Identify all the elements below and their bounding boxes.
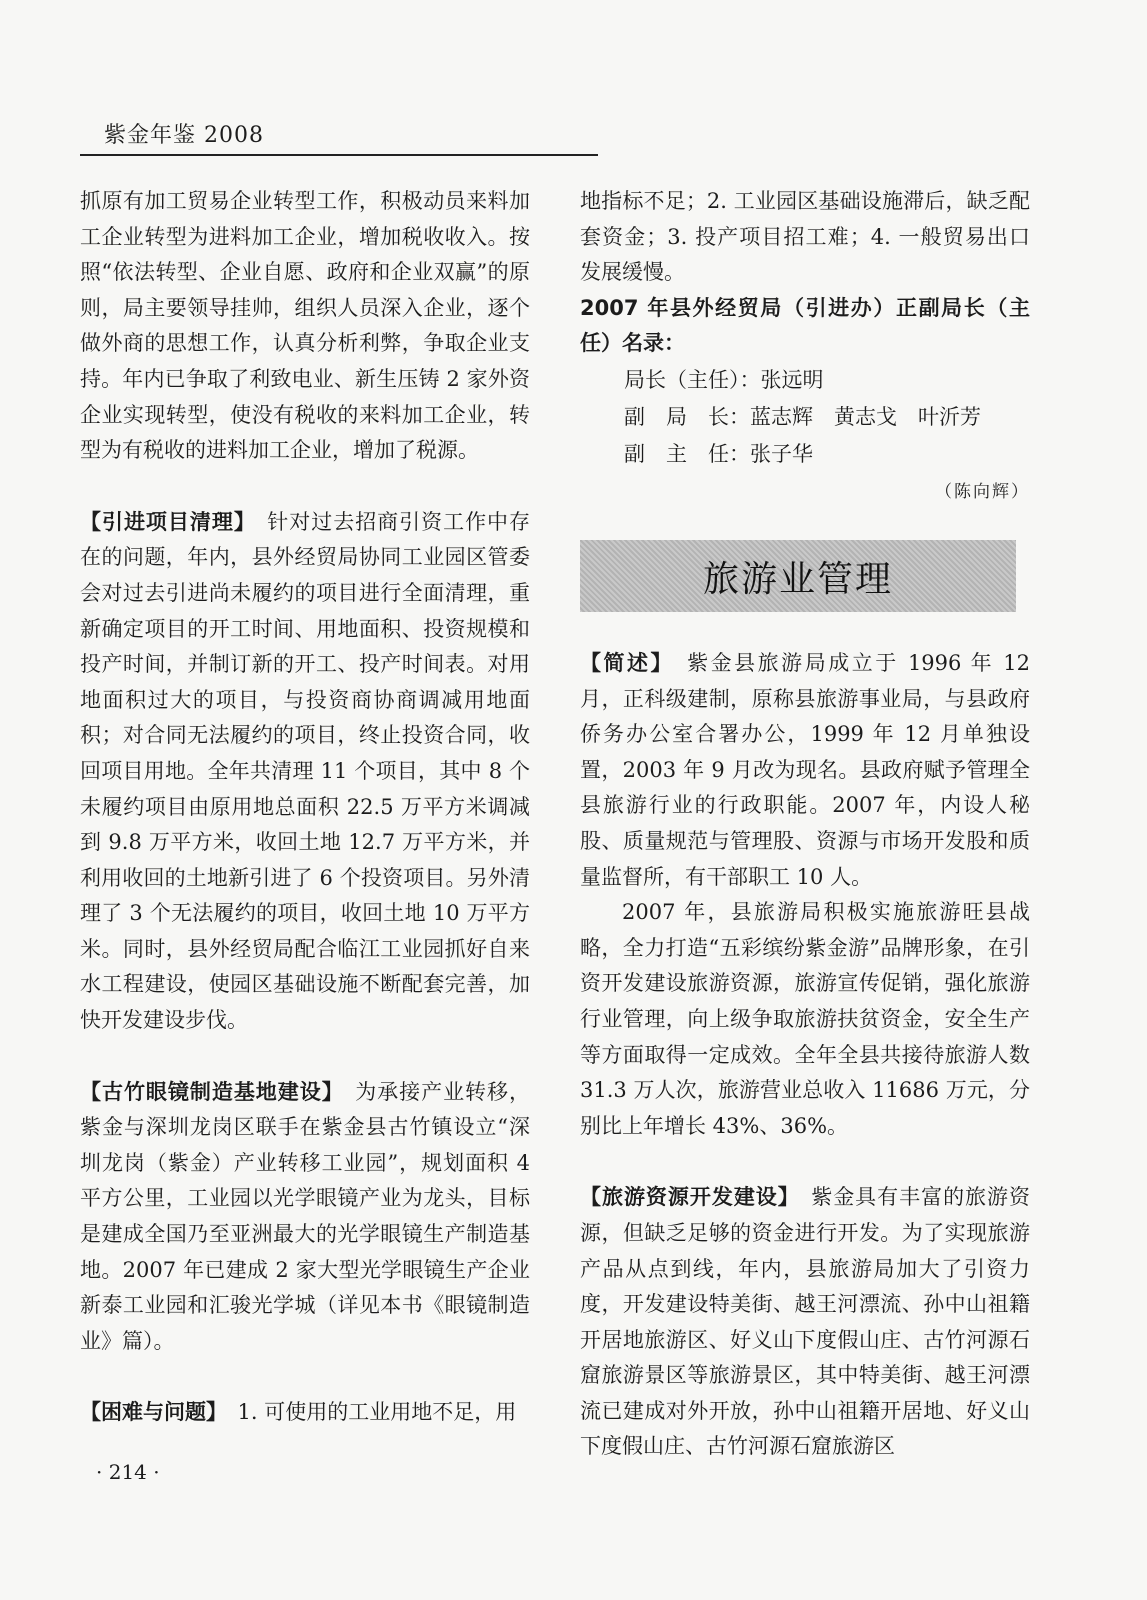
page-number: · 214 ·: [96, 1460, 160, 1484]
roster-title: 2007 年县外经贸局（引进办）正副局长（主任）名录：: [580, 295, 1030, 356]
author-credit: （陈向辉）: [935, 481, 1030, 502]
section-guzhu-glasses: [80, 1075, 530, 1360]
section-overview: [580, 646, 1030, 895]
right-column: [580, 184, 1030, 511]
section-banner: [580, 540, 1016, 612]
section-body: 紫金具有丰富的旅游资源，但缺乏足够的资金进行开发。为了实现旅游产品从点到线，年内，县旅游局加大了引资力度，开发建设特美街、越王河漂流、孙中山祖籍开居地旅游区、好义山下度假山庄、古竹河源石窟旅游景区等旅游景区，其中特美街、越王河漂流已建成对外开放，孙中山祖籍开居地、好义山下度假山庄、古竹河源石窟旅游区: [580, 1185, 1031, 1459]
section-body: 紫金县旅游局成立于 1996 年 12 月，正科级建制，原称县旅游事业局，与县政府侨务办公室合署办公，1999 年 12 月单独设置，2003 年 9 月改为现名。县政府赋予管理全县旅游行业的行政职能。2007 年，内设人秘股、质量规范与管理股、资源与市场开发股和质量监督所，有干部职工 10 人。: [580, 651, 1031, 889]
section-heading: 【古竹眼镜制造基地建设】: [80, 1079, 334, 1104]
paragraph: 地指标不足；2. 工业园区基础设施滞后，缺乏配套资金；3. 投产项目招工难；4. 一般贸易出口发展缓慢。: [580, 189, 1030, 285]
paragraph: 2007 年，县旅游局积极实施旅游旺县战略，全力打造“五彩缤纷紫金游”品牌形象，在引资开发建设旅游资源，旅游宣传促销，强化旅游行业管理，向上级争取旅游扶贫资金，安全生产等方面取得一定成效。全年全县共接待旅游人数 31.3 万人次，旅游营业总收入 11686 万元，分别比上年增长 43%、36%。: [580, 900, 1030, 1138]
roster-list: [624, 362, 1030, 473]
section-heading: 【引进项目清理】: [80, 509, 246, 534]
header-rule: [80, 154, 598, 156]
section-difficulties: [80, 1395, 530, 1431]
section-tourism-resources: [580, 1180, 1030, 1465]
roster-item: 副 局 长：蓝志辉 黄志戈 叶沂芳: [624, 404, 981, 429]
paragraph: 抓原有加工贸易企业转型工作，积极动员来料加工企业转型为进料加工企业，增加税收收入。按照“依法转型、企业自愿、政府和企业双赢”的原则，局主要领导挂帅，组织人员深入企业，逐个做外商的思想工作，认真分析利弊，争取企业支持。年内已争取了利致电业、新生压铸 2 家外资企业实现转型，使没有税收的来料加工企业，转型为有税收的进料加工企业，增加了税源。: [80, 189, 530, 463]
roster-item: 副 主 任：张子华: [624, 441, 813, 466]
section-heading: 【旅游资源开发建设】: [580, 1185, 790, 1210]
section-body: 针对过去招商引资工作中存在的问题，年内，县外经贸局协同工业园区管委会对过去引进尚未履约的项目进行全面清理，重新确定项目的开工时间、用地面积、投资规模和投产时间，并制订新的开工、投产时间表。对用地面积过大的项目，与投资商协商调减用地面积；对合同无法履约的项目，终止投资合同，收回项目用地。全年共清理 11 个项目，其中 8 个未履约项目由原用地总面积 22.5 万平方米调减到 9.8 万平方米，收回土地 12.7 万平方米，并利用收回的土地新引进了 6 个投资项目。另外清理了 3 个无法履约的项目，收回土地 10 万平方米。同时，县外经贸局配合临江工业园抓好自来水工程建设，使园区基础设施不断配套完善，加快开发建设步伐。: [80, 509, 531, 1033]
section-heading: 【简述】: [580, 651, 664, 675]
section-heading: 【困难与问题】: [80, 1400, 217, 1425]
section-body: 1. 可使用的工业用地不足，用: [237, 1400, 517, 1425]
banner-title: 旅游业管理: [702, 558, 893, 600]
right-column-lower: [580, 646, 1030, 1465]
left-column: [80, 184, 530, 1431]
section-enrichment-projects: [80, 505, 530, 1039]
running-header: 紫金年鉴 2008: [104, 123, 264, 148]
roster-item: 局长（主任）：张远明: [624, 367, 824, 392]
section-body: 为承接产业转移，紫金与深圳龙岗区联手在紫金县古竹镇设立“深圳龙岗（紫金）产业转移工业园”，规划面积 4 平方公里，工业园以光学眼镜产业为龙头，目标是建成全国乃至亚洲最大的光学眼镜生产制造基地。2007 年已建成 2 家大型光学眼镜生产企业新泰工业园和汇骏光学城（详见本书《眼镜制造业》篇）。: [80, 1079, 531, 1353]
